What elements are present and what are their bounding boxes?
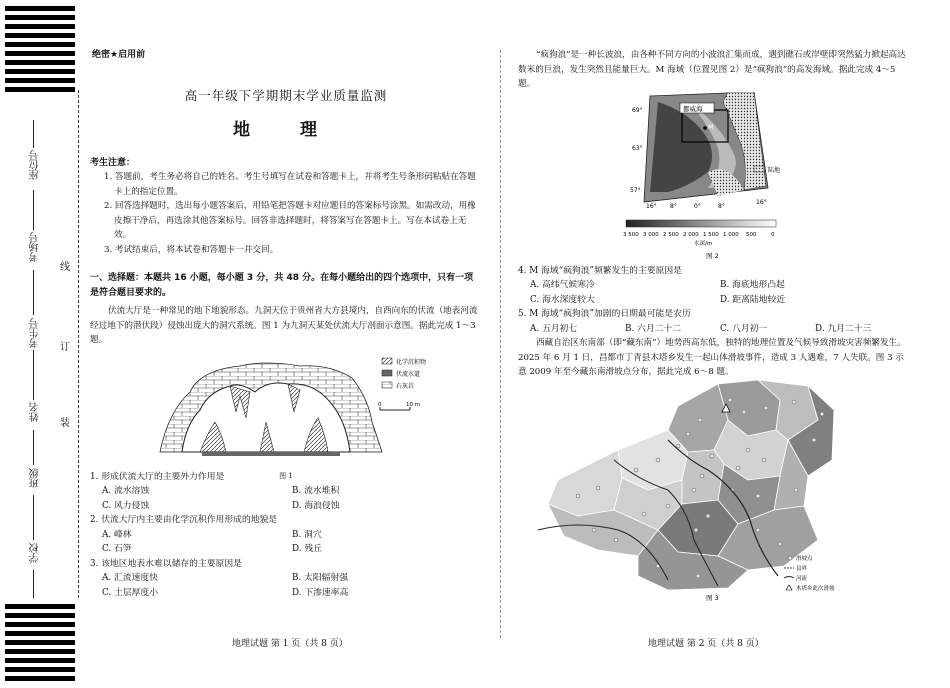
q1-option-a[interactable]: A. 流水溶蚀 bbox=[102, 486, 150, 496]
question-1: 1. 形成伏流大厅的主要外力作用是 bbox=[90, 471, 225, 482]
lon-4: 8° bbox=[718, 202, 725, 210]
cut-line bbox=[78, 90, 79, 598]
q4-option-d[interactable]: D. 距离陆地较近 bbox=[720, 294, 786, 305]
binding-bars-bottom bbox=[5, 604, 75, 685]
depth-tick-6: 1 000 bbox=[723, 231, 739, 238]
page-1 bbox=[90, 48, 482, 600]
name-label: 姓名 bbox=[30, 402, 41, 422]
depth-tick-7: 500 bbox=[746, 231, 757, 238]
cut-mark-bind: 订 bbox=[60, 342, 70, 353]
legend-county: 县界 bbox=[796, 565, 808, 572]
figure-2-caption: 图 2 bbox=[706, 251, 719, 260]
intro-6-8: 西藏自治区东南部（即“藏东南”）地势西高东低，独特的地理位置及气候导致滑坡灾害频繁发生。2025 年 6 月 1 日，昌都市丁青县木塔乡发生一起山体滑坡事件，造成 3 人遇难，7 人失联。图 3 示意 2009 年至今藏东南滑坡点分布，据此完成 6～8 题。 bbox=[518, 338, 906, 377]
depth-tick-5: 1 500 bbox=[703, 231, 719, 238]
lat-69: 69° bbox=[632, 106, 643, 114]
legend-muta: 木塔乡此次滑坡 bbox=[796, 585, 835, 592]
exam-no-label: 考生号 bbox=[30, 318, 41, 348]
depth-tick-4: 2 000 bbox=[683, 231, 699, 238]
seat-label: 座位号 bbox=[30, 150, 41, 180]
depth-tick-3: 2 500 bbox=[663, 231, 679, 238]
q1-option-c[interactable]: C. 风力侵蚀 bbox=[102, 500, 150, 511]
figure-2 bbox=[518, 92, 910, 264]
depth-tick-8: 0 bbox=[771, 231, 775, 238]
secret-mark: 绝密★启用前 bbox=[92, 50, 146, 60]
intro-1-3: 伏流大厅是一种常见的地下地貌形态。九洞天位于贵州省大方县境内，自西向东的伏流（地表河流经过地下的潜伏段）侵蚀出庞大的洞穴系统。图 1 为九洞天某处伏流大厅剖面示意图。据此完成 1～3 题。 bbox=[90, 306, 478, 345]
page-1-footer: 地理试题 第 1 页（共 8 页） bbox=[232, 639, 348, 649]
lon-5: 16° bbox=[756, 198, 767, 206]
legend-river: 河流 bbox=[796, 575, 808, 582]
notice-heading: 考生注意： bbox=[90, 157, 136, 168]
section-title: 一、选择题：本题共 16 小题，每小题 3 分，共 48 分。在每小题给出的四个选项中，只有一项是符合题目要求的。 bbox=[90, 273, 474, 298]
question-5: 5. M 海域“疯狗浪”加剧的日期最可能是农历 bbox=[518, 309, 691, 319]
cut-mark-install: 装 bbox=[60, 418, 70, 429]
q2-option-a[interactable]: A. 峰林 bbox=[102, 529, 132, 540]
q3-option-b[interactable]: B. 太阳辐射强 bbox=[292, 573, 349, 583]
question-3: 3. 该地区地表水难以储存的主要原因是 bbox=[90, 558, 242, 569]
lon-2: 8° bbox=[670, 202, 677, 210]
question-4: 4. M 海域“疯狗浪”频繁发生的主要原因是 bbox=[518, 265, 682, 276]
q4-option-a[interactable]: A. 高纬气候寒冷 bbox=[530, 280, 595, 290]
legend-channel: 伏流水道 bbox=[396, 370, 421, 378]
legend-landslide: 滑坡点 bbox=[796, 555, 813, 562]
land-label: 陆地 bbox=[768, 166, 781, 174]
subject-title: 地 理 bbox=[233, 120, 339, 140]
box-label: 挪威海 bbox=[683, 104, 703, 113]
q5-option-a[interactable]: A. 五月初七 bbox=[530, 323, 578, 334]
q5-option-c[interactable]: C. 八月初一 bbox=[720, 323, 768, 334]
legend-limestone: 石灰岩 bbox=[396, 382, 415, 390]
q3-option-a[interactable]: A. 汇流速度快 bbox=[102, 573, 158, 583]
q1-option-b[interactable]: B. 流水堆积 bbox=[292, 486, 340, 496]
depth-unit: 水深/m bbox=[694, 240, 713, 247]
q2-option-c[interactable]: C. 石笋 bbox=[102, 544, 132, 554]
question-5-options bbox=[518, 322, 910, 337]
school-label: 学校 bbox=[30, 543, 41, 563]
q3-option-c[interactable]: C. 土层厚度小 bbox=[102, 587, 158, 598]
figure-1-caption: 图 1 bbox=[279, 472, 293, 480]
depth-tick-2: 3 000 bbox=[643, 231, 659, 238]
class-label: 班级 bbox=[30, 468, 41, 488]
notice-1: 1. 答题前，考生务必将自己的姓名、考生号填写在试卷和答题卡上，并将考生号条形码粘贴在答题卡上的指定位置。 bbox=[104, 172, 476, 197]
question-4-options bbox=[518, 278, 910, 307]
intro-4-5: “疯狗浪”是一种长波浪，由各种不同方向的小波浪汇集而成，遇到礁石或岸壁即突然猛力掀起高达数米的巨浪，发生突然且能量巨大。M 海域（位置见图 2）是“疯狗浪”的高发海域。据此完成 4～5 题。 bbox=[518, 50, 906, 89]
m-label: M bbox=[708, 122, 714, 131]
question-2: 2. 伏流大厅内主要由化学沉积作用形成的地貌是 bbox=[90, 515, 278, 525]
scale-end: 10 m bbox=[406, 401, 421, 408]
q5-option-b[interactable]: B. 六月二十二 bbox=[625, 323, 682, 334]
binding-bars-top bbox=[5, 6, 75, 96]
scale-zero: 0 bbox=[378, 401, 382, 408]
q1-option-d[interactable]: D. 海浪侵蚀 bbox=[292, 500, 340, 511]
notice-3: 3. 考试结束后，将本试卷和答题卡一并交回。 bbox=[104, 244, 279, 255]
q4-option-b[interactable]: B. 海底地形凸起 bbox=[720, 280, 785, 290]
question-1-options bbox=[90, 484, 482, 513]
exam-title: 高一年级下学期期末学业质量监测 bbox=[184, 87, 388, 103]
cut-mark-line: 线 bbox=[60, 262, 70, 273]
lat-57: 57° bbox=[630, 186, 641, 194]
page-2 bbox=[518, 48, 910, 605]
binding-strip bbox=[0, 0, 80, 688]
figure-3-caption: 图 3 bbox=[706, 593, 719, 602]
figure-3 bbox=[518, 380, 910, 605]
lon-3: 0° bbox=[694, 202, 701, 210]
depth-scale bbox=[626, 220, 776, 227]
question-2-options bbox=[90, 528, 482, 557]
question-3-options bbox=[90, 571, 482, 600]
lat-63: 63° bbox=[632, 144, 643, 152]
q4-option-c[interactable]: C. 海水深度较大 bbox=[530, 294, 595, 305]
q2-option-b[interactable]: B. 洞穴 bbox=[292, 529, 322, 540]
tibet-landslide-map bbox=[518, 380, 910, 602]
page-divider bbox=[500, 50, 501, 638]
notice-2: 2. 回答选择题时，选出每小题答案后，用铅笔把答题卡对应题目的答案标号涂黑。如需改动，用橡皮擦干净后，再选涂其他答案标号。回答非选择题时，将答案写在答题卡上。写在本试卷上无效。 bbox=[104, 201, 476, 240]
q3-option-d[interactable]: D. 下渗速率高 bbox=[292, 587, 349, 598]
cave-cross-section bbox=[90, 352, 482, 464]
page-2-footer: 地理试题 第 2 页（共 8 页） bbox=[648, 639, 764, 649]
lon-1: 16° bbox=[646, 202, 657, 210]
depth-tick-1: 3 500 bbox=[623, 231, 639, 238]
legend-chem: 化学沉积物 bbox=[396, 358, 427, 366]
q5-option-d[interactable]: D. 九月二十三 bbox=[815, 323, 872, 334]
room-label: 考场号 bbox=[30, 232, 41, 262]
norway-sea-map bbox=[518, 92, 910, 262]
q2-option-d[interactable]: D. 残丘 bbox=[292, 544, 322, 554]
